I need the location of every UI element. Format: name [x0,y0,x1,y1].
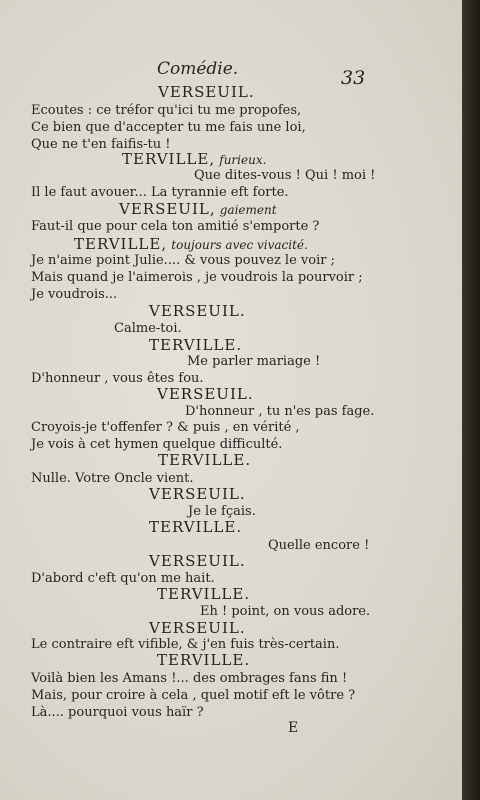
verse-line: Ecoutes : ce tréfor qu'ici tu me propofes, [31,103,302,118]
speaker-name: VERSEUIL. [157,385,254,403]
speaker-heading [119,201,277,219]
verse-line: Eh ! point, on vous adore. [200,604,371,619]
book-spine [462,0,480,800]
speaker-heading [74,236,308,254]
verse-line: Ce bien que d'accepter tu me fais une loi, [31,120,306,135]
verse-line: Quelle encore ! [268,538,370,553]
speaker-name: TERVILLE. [149,336,243,354]
speaker-heading [122,151,266,169]
verse-line: Je le fçais. [188,504,256,519]
speaker-name: TERVILLE, [74,235,168,253]
verse-line: Mais quand je l'aimerois , je voudrois la pourvoir ; [31,270,363,285]
speaker-name: TERVILLE. [149,518,243,536]
verse-line: Que dites-vous ! Qui ! moi ! [194,168,376,183]
verse-line: Voilà bien les Amans !... des ombrages fans fin ! [31,671,348,686]
speaker-name: VERSEUIL. [149,302,246,320]
verse-line: Nulle. Votre Oncle vient. [31,471,194,486]
verse-line: Je n'aime point Julie.... & vous pouvez le voir ; [31,253,335,268]
stage-direction: furieux. [219,153,267,167]
verse-line: Là.... pourquoi vous haïr ? [31,705,204,720]
speaker-name: VERSEUIL. [158,83,255,101]
stage-direction: gaiement [219,203,277,217]
speaker-name: TERVILLE. [157,585,251,603]
verse-line: Mais, pour croire à cela , quel motif eft le vôtre ? [31,688,356,703]
stage-direction: toujours avec vivacité. [171,238,308,252]
verse-line: Je vois à cet hymen quelque difficulté. [31,437,283,452]
verse-line: Me parler mariage ! [187,354,321,369]
page-number: 33 [341,67,366,89]
speaker-name: TERVILLE, [122,150,216,168]
speaker-name: VERSEUIL. [149,485,246,503]
speaker-name: VERSEUIL. [149,552,246,570]
verse-line: Faut-il que pour cela ton amitié s'emporte ? [31,219,320,234]
verse-line: Que ne t'en faifis-tu ! [31,137,171,152]
verse-line: Je voudrois... [31,287,118,302]
running-title: Comédie. [157,59,239,79]
speaker-name: TERVILLE. [158,451,252,469]
speaker-name: TERVILLE. [157,651,251,669]
verse-line: D'honneur , vous êtes fou. [31,371,204,386]
verse-line: Il le faut avouer... La tyrannie eft forte. [31,185,289,200]
signature-mark: E [288,720,299,736]
verse-line: D'abord c'eft qu'on me hait. [31,571,215,586]
verse-line: D'honneur , tu n'es pas fage. [185,404,375,419]
verse-line: Le contraire eft vifible, & j'en fuis très-certain. [31,637,340,652]
verse-line: Croyois-je t'offenfer ? & puis , en vérité , [31,420,300,435]
speaker-name: VERSEUIL. [149,619,246,637]
verse-line: Calme-toi. [114,321,182,336]
speaker-name: VERSEUIL, [119,200,216,218]
